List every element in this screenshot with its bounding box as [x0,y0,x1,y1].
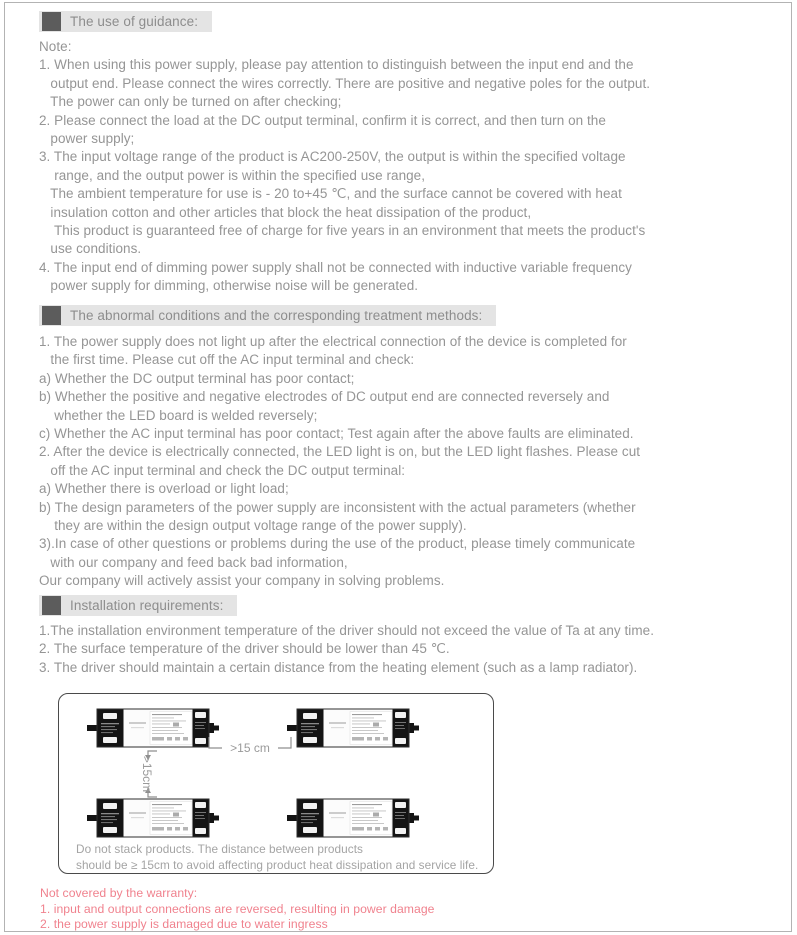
manual-page [4,2,792,932]
text-line: insulation cotton and other articles that block the heat dissipation of the product, [39,204,532,220]
section-header-abnormal-conditions [39,305,496,326]
section-bullet-icon [42,12,61,31]
diagram-caption [76,841,486,873]
section-title: The abnormal conditions and the corresponding treatment methods: [70,308,483,323]
text-line: a) Whether the DC output terminal has poor contact; [39,370,355,386]
text-line: Not covered by the warranty: [40,886,198,900]
installation-requirements-text [39,622,779,677]
text-line: 3. The input voltage range of the product is AC200-250V, the output is within the specified voltage [39,149,626,165]
section-bullet-icon [42,596,61,615]
text-line: This product is guaranteed free of charge for five years in an environment that meets the product's [39,223,646,239]
abnormal-conditions-text [39,333,779,591]
text-line: 3).In case of other questions or problems during the use of the product, please timely communicate [39,536,636,552]
text-line: off the AC input terminal and check the DC output terminal: [39,462,406,478]
section-header-use-of-guidance [39,11,212,32]
section-title: Installation requirements: [70,598,224,613]
warranty-exclusions-text [40,886,740,933]
led-driver-illustration-bottom-right [287,799,419,837]
text-line: Do not stack products. The distance between products [76,842,363,856]
text-line: 1. input and output connections are reversed, resulting in power damage [40,901,435,916]
text-line: The ambient temperature for use is - 20 to+45 ℃, and the surface cannot be covered with heat [39,186,622,202]
text-line: 1. When using this power supply, please pay attention to distinguish between the input end and the [39,57,634,73]
text-line: the first time. Please cut off the AC input terminal and check: [39,352,415,368]
text-line: output end. Please connect the wires correctly. There are positive and negative poles for the output. [39,75,651,91]
text-line: 2. Please connect the load at the DC output terminal, confirm it is correct, and then turn on the [39,112,606,128]
text-line: 2. The surface temperature of the driver should be lower than 45 ℃. [39,641,450,657]
section-title: The use of guidance: [70,14,199,29]
vertical-distance-label: >15cm [140,755,154,793]
text-line: c) Whether the AC input terminal has poor contact; Test again after the above faults are eliminated. [39,426,634,442]
section-bullet-icon [42,306,61,325]
led-driver-illustration-top-left [87,709,219,747]
text-line: 1. The power supply does not light up after the electrical connection of the device is completed for [39,334,627,349]
installation-spacing-diagram [58,693,494,874]
text-line: b) The design parameters of the power supply are inconsistent with the actual parameters (whether [39,499,636,515]
text-line: 2. After the device is electrically connected, the LED light is on, but the LED light flashes. Please cut [39,444,641,460]
guidance-notes-text [39,38,779,296]
led-driver-illustration-top-right [287,709,419,747]
led-driver-illustration-bottom-left [87,799,219,837]
text-line: The power can only be turned on after checking; [39,94,342,110]
text-line: 1.The installation environment temperature of the driver should not exceed the value of Ta at any time. [39,623,655,638]
horizontal-distance-label: >15 cm [230,741,270,755]
text-line: 2. the power supply is damaged due to water ingress [40,917,328,932]
text-line: power supply for dimming, otherwise noise will be generated. [39,278,419,294]
text-line: Note: [39,39,72,54]
text-line: they are within the design output voltage range of the power supply). [39,518,467,534]
text-line: power supply; [39,131,135,147]
text-line: b) Whether the positive and negative electrodes of DC output end are connected reversely and [39,389,610,405]
text-line: 4. The input end of dimming power supply shall not be connected with inductive variable frequency [39,259,632,275]
text-line: range, and the output power is within the specified use range, [39,167,426,183]
text-line: with our company and feed back bad information, [39,554,348,570]
text-line: use conditions. [39,241,142,257]
text-line: 3. The driver should maintain a certain distance from the heating element (such as a lamp radiator). [39,659,638,675]
text-line: whether the LED board is welded reversely; [39,407,318,423]
text-line: a) Whether there is overload or light load; [39,481,289,497]
text-line: should be ≥ 15cm to avoid affecting product heat dissipation and service life. [76,858,479,872]
section-header-installation-requirements [39,595,237,616]
text-line: Our company will actively assist your company in solving problems. [39,573,445,589]
